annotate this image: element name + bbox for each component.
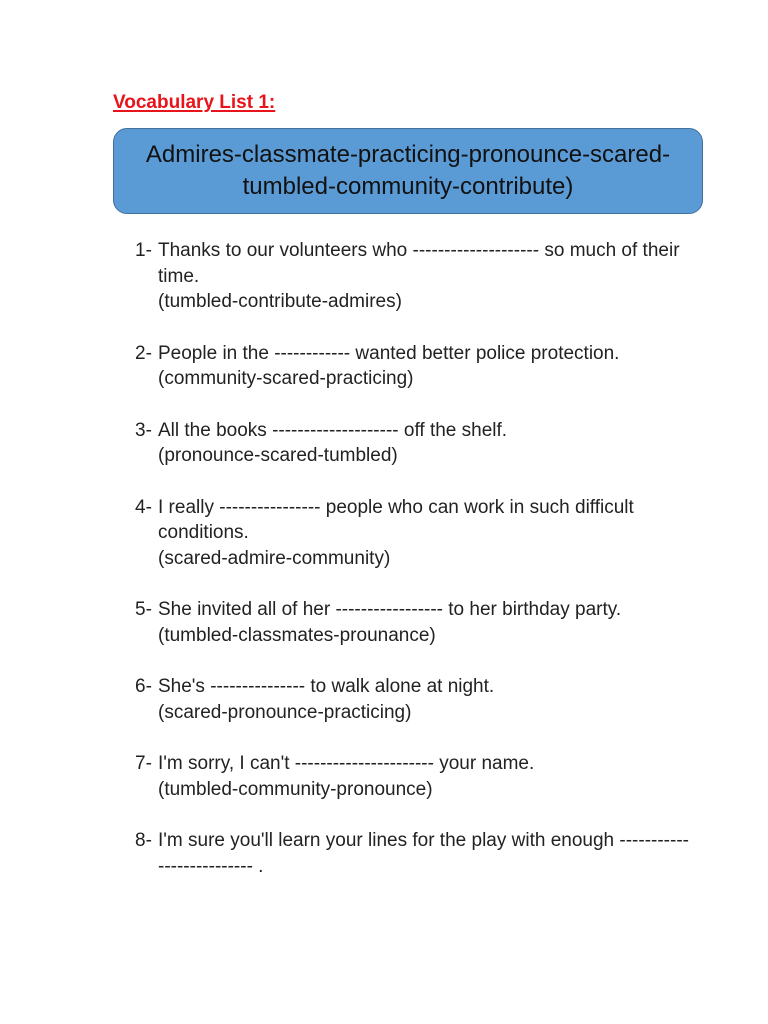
question-options: (scared-admire-community)	[158, 547, 391, 569]
question-item-2	[135, 341, 695, 392]
question-text: People in the ------------ wanted better police protection.	[158, 342, 620, 364]
question-list	[135, 238, 695, 905]
question-item-4	[135, 495, 695, 572]
question-body	[158, 751, 695, 802]
question-body	[158, 238, 695, 315]
question-item-6	[135, 674, 695, 725]
question-text: She's --------------- to walk alone at night.	[158, 676, 495, 697]
page-title: Vocabulary List 1:	[113, 92, 276, 113]
vocabulary-word-list	[146, 139, 670, 203]
question-text: Thanks to our volunteers who -------------------- so much of their time.	[158, 240, 680, 287]
vocabulary-word-box	[113, 128, 703, 214]
question-options: (scared-pronounce-practicing)	[158, 701, 412, 723]
question-number: 7-	[135, 753, 152, 774]
question-number: 4-	[135, 496, 152, 518]
question-number: 3-	[135, 419, 152, 441]
question-item-3	[135, 418, 695, 469]
question-text: She invited all of her ----------------- to her birthday party.	[158, 599, 622, 620]
question-options: (tumbled-contribute-admires)	[158, 291, 402, 312]
question-body	[158, 495, 695, 572]
question-body	[158, 418, 695, 469]
question-text: I'm sure you'll learn your lines for the play with enough -------------------------- .	[158, 830, 689, 877]
question-options: (community-scared-practicing)	[158, 368, 414, 389]
question-options: (tumbled-classmates-prounance)	[158, 624, 436, 646]
question-number: 5-	[135, 599, 152, 620]
question-options: (tumbled-community-pronounce)	[158, 778, 433, 800]
question-text: I really ---------------- people who can work in such difficult conditions.	[158, 496, 634, 543]
question-item-1	[135, 238, 695, 315]
question-body	[158, 341, 695, 392]
question-number: 8-	[135, 830, 152, 851]
vocabulary-word-list-line-1: Admires-classmate-practicing-pronounce-scared-	[145, 141, 671, 168]
question-body	[158, 597, 695, 648]
question-text: All the books -------------------- off the shelf.	[158, 419, 508, 441]
question-number: 2-	[135, 342, 152, 364]
question-body	[158, 674, 695, 725]
question-number: 1-	[135, 240, 152, 261]
question-number: 6-	[135, 676, 152, 697]
vocabulary-word-list-line-2: tumbled-community-contribute)	[242, 173, 574, 200]
question-options: (pronounce-scared-tumbled)	[158, 445, 398, 466]
question-body	[158, 828, 695, 879]
question-item-8	[135, 828, 695, 879]
question-item-5	[135, 597, 695, 648]
question-item-7	[135, 751, 695, 802]
question-text: I'm sorry, I can't ---------------------- your name.	[158, 753, 535, 774]
